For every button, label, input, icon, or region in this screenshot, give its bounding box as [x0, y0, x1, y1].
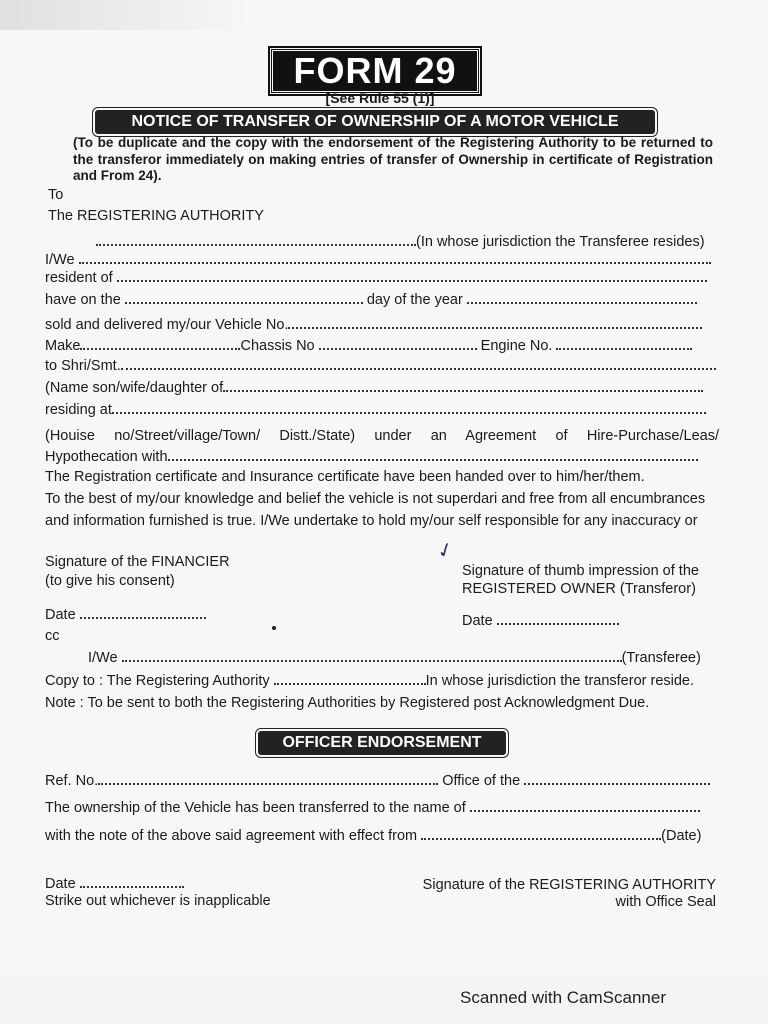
sold-label: sold and delivered my/our Vehicle No.: [45, 317, 289, 333]
residing-blank: [112, 400, 706, 414]
form-title: FORM 29: [270, 48, 480, 94]
residing-label: residing at: [45, 402, 112, 418]
instruction-paragraph: (To be duplicate and the copy with the endorsement of the Registering Authority to be returned to the transferor immediately on making entries of transfer of Ownership in certificate of Registration and From 24).: [73, 135, 713, 183]
endorse-date-blank: [80, 874, 184, 888]
ownership-label: The ownership of the Vehicle has been transferred to the name of: [45, 800, 466, 816]
iwe-blank: [79, 250, 711, 264]
owner-label: REGISTERED OWNER (Transferor): [462, 581, 696, 597]
declaration-line-2: To the best of my/our knowledge and belief the vehicle is not superdari and free from all encumbrances: [45, 491, 706, 507]
office-seal-label: with Office Seal: [615, 894, 716, 910]
sold-line: [45, 315, 702, 334]
cc-label: cc: [45, 628, 60, 644]
copy-jurisdiction-label: In whose jurisdiction the transferor reside.: [425, 673, 695, 689]
office-of-label: Office of the: [442, 773, 521, 789]
day-of-year-label: day of the year: [366, 292, 463, 308]
date-left-label: Date: [45, 607, 76, 623]
effect-date-suffix: (Date): [661, 828, 702, 844]
ref-no-line: [45, 771, 710, 790]
name-son-line: [45, 378, 703, 397]
have-on-label: have on the: [45, 292, 121, 308]
date-right-blank: [497, 611, 619, 625]
make-line: [45, 336, 692, 355]
date-left-blank: [80, 605, 206, 619]
resident-blank: [117, 268, 707, 282]
rule-reference: [See Rule 55 (1)]: [325, 90, 435, 106]
date-right-line: [462, 611, 619, 630]
endorse-date-line: [45, 874, 184, 893]
shri-blank: [121, 356, 716, 370]
date-right-label: Date: [462, 613, 493, 629]
ownership-blank: [470, 798, 700, 812]
day-blank: [125, 290, 363, 304]
resident-line: [45, 268, 707, 287]
camscanner-watermark: Scanned with CamScanner: [460, 988, 667, 1007]
financier-signature-label: Signature of the FINANCIER: [45, 554, 230, 570]
bleed-through-mark: [0, 0, 250, 30]
declaration-line-3: and information furnished is true. I/We undertake to hold my/our self responsible for any inaccuracy or: [45, 513, 698, 529]
engine-label: Engine No.: [480, 338, 553, 354]
office-of-blank: [524, 771, 710, 785]
handwritten-tick: ✓: [433, 537, 458, 565]
copy-iwe-blank: [122, 648, 622, 662]
copy-iwe-line: [88, 648, 701, 667]
owner-signature-label: Signature of thumb impression of the: [462, 563, 699, 579]
ownership-line: [45, 798, 700, 817]
financier-consent-label: (to give his consent): [45, 573, 175, 589]
to-label: To: [48, 187, 64, 203]
shri-line: [45, 356, 716, 375]
iwe-line: [45, 250, 711, 269]
endorse-date-label: Date: [45, 876, 76, 892]
make-label: Make: [45, 338, 81, 354]
resident-label: resident of: [45, 270, 113, 286]
chassis-blank: [319, 336, 477, 350]
hypothecation-line: [45, 447, 698, 466]
copy-to-label: Copy to : The Registering Authority: [45, 673, 270, 689]
effect-line: [45, 826, 701, 845]
make-blank: [80, 336, 240, 350]
hypothecation-blank: [168, 447, 698, 461]
declaration-line-1: The Registration certificate and Insurance certificate have been handed over to him/her/them.: [45, 469, 645, 485]
chassis-label: Chassis No: [240, 338, 315, 354]
effect-date-blank: [421, 826, 661, 840]
effect-label: with the note of the above said agreement with effect from: [45, 828, 418, 844]
authority-label: The REGISTERING AUTHORITY: [48, 208, 264, 224]
officer-endorsement-heading: OFFICER ENDORSEMENT: [258, 731, 506, 755]
copy-to-blank: [274, 671, 426, 685]
copy-to-line: [45, 671, 694, 690]
ref-no-blank: [98, 771, 438, 785]
iwe-label: I/We: [45, 252, 75, 268]
hypothecation-label: Hypothecation with: [45, 449, 168, 465]
have-on-line: [45, 290, 697, 309]
ink-mark: [272, 626, 276, 630]
note-line: Note : To be sent to both the Registering Authorities by Registered post Acknowledgment Due.: [45, 695, 650, 711]
authority-signature-label: Signature of the REGISTERING AUTHORITY: [422, 877, 716, 893]
name-son-blank: [223, 378, 703, 392]
ref-no-label: Ref. No.: [45, 773, 99, 789]
notice-heading: NOTICE OF TRANSFER OF OWNERSHIP OF A MOTOR VEHICLE: [95, 110, 655, 134]
year-blank: [467, 290, 697, 304]
jurisdiction-label: (In whose jurisdiction the Transferee resides): [416, 234, 705, 250]
date-left-line: [45, 605, 206, 624]
residing-line: [45, 400, 706, 419]
copy-iwe-label: I/We: [88, 650, 118, 666]
address-line: (Houise no/Street/village/Town/ Distt./State) under an Agreement of Hire-Purchase/Leas/: [45, 428, 719, 444]
authority-blank: [96, 232, 416, 246]
transferee-label: (Transferee): [621, 650, 701, 666]
name-son-label: (Name son/wife/daughter of: [45, 380, 224, 396]
vehicle-no-blank: [288, 315, 702, 329]
strike-out-note: Strike out whichever is inapplicable: [45, 893, 271, 909]
jurisdiction-line: [96, 232, 705, 251]
engine-blank: [556, 336, 692, 350]
shri-label: to Shri/Smt.: [45, 358, 121, 374]
